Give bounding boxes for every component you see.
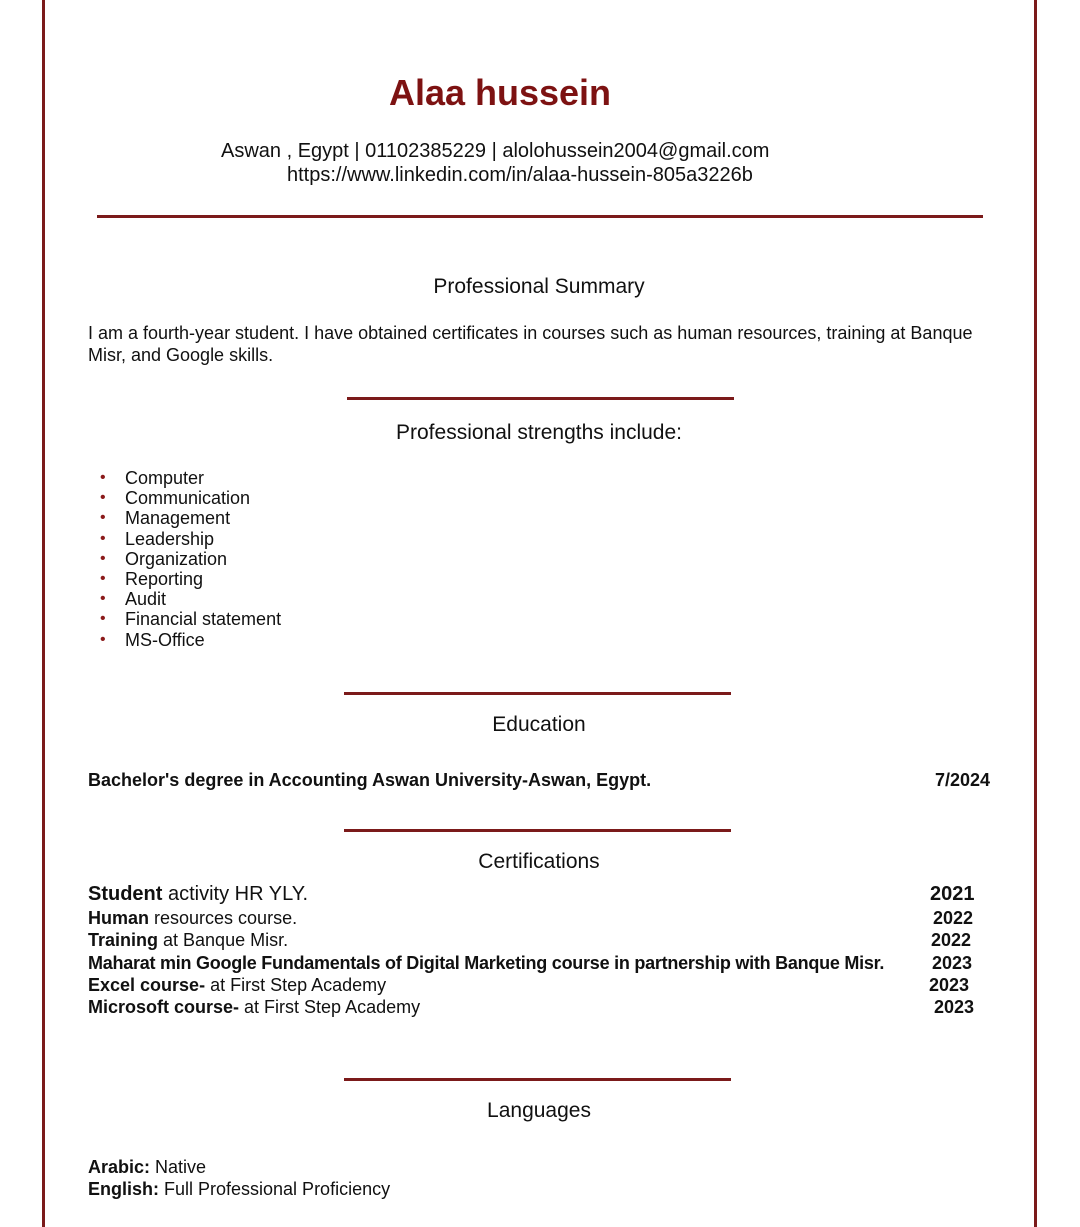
resume-name: Alaa hussein [388, 72, 612, 113]
page-border-left [42, 0, 45, 1227]
bullet-icon: • [100, 610, 106, 628]
certification-row: Student activity HR YLY. 2021 [88, 883, 975, 905]
education-title: Education [492, 713, 586, 736]
certification-row: Maharat min Google Fundamentals of Digital Marketing course in partnership with Banque Misr. 2023 [88, 953, 973, 973]
header-divider [97, 215, 983, 218]
certification-row: Microsoft course- at First Step Academy 2023 [88, 997, 975, 1017]
education-degree: Bachelor's degree in Accounting Aswan University-Aswan, Egypt. [88, 770, 652, 790]
language-row: English: Full Professional Proficiency [88, 1179, 391, 1199]
bullet-icon: • [100, 529, 106, 547]
list-item: • MS-Office [100, 629, 205, 650]
linkedin-url: https://www.linkedin.com/in/alaa-hussein-805a3226b [287, 164, 753, 186]
list-item: • Audit [100, 589, 167, 610]
strengths-list [88, 468, 281, 650]
certification-year: 2022 [931, 930, 972, 950]
certifications-divider [344, 829, 731, 832]
summary-title: Professional Summary [433, 275, 645, 298]
certification-row: Training at Banque Misr. 2022 [88, 930, 972, 950]
certification-year: 2021 [930, 883, 975, 905]
bullet-icon: • [100, 549, 106, 567]
list-item: • Communication [100, 488, 251, 509]
page-border-right [1034, 0, 1037, 1227]
language-row: Arabic: Native [88, 1157, 207, 1177]
bullet-icon: • [100, 630, 106, 648]
certification-year: 2023 [932, 953, 973, 973]
languages-title: Languages [487, 1099, 591, 1122]
list-item: • Computer [100, 468, 205, 488]
list-item: • Reporting [100, 568, 204, 589]
strengths-title: Professional strengths include: [396, 421, 682, 444]
list-item: • Organization [100, 548, 228, 569]
certification-year: 2023 [934, 997, 975, 1017]
list-item: • Management [100, 508, 231, 529]
contact-line: Aswan , Egypt | 01102385229 | alolohussein2004@gmail.com [221, 140, 770, 162]
certification-year: 2023 [929, 975, 970, 995]
bullet-icon: • [100, 590, 106, 608]
bullet-icon: • [100, 489, 106, 507]
languages-divider [344, 1078, 731, 1081]
certifications-title: Certifications [478, 850, 600, 873]
list-item: • Financial statement [100, 609, 282, 630]
bullet-icon: • [100, 569, 106, 587]
bullet-icon: • [100, 469, 106, 486]
certification-row: Human resources course. 2022 [88, 908, 974, 928]
certification-year: 2022 [933, 908, 974, 928]
list-item: • Leadership [100, 528, 215, 549]
bullet-icon: • [100, 509, 106, 527]
strengths-divider [347, 397, 734, 400]
certification-row: Excel course- at First Step Academy 2023 [88, 975, 970, 995]
education-entry [88, 770, 990, 791]
summary-text: I am a fourth-year student. I have obtained certificates in courses such as human resources, training at Banque Misr, and Google skills. [88, 323, 973, 365]
education-date: 7/2024 [934, 770, 990, 790]
education-divider [344, 692, 731, 695]
